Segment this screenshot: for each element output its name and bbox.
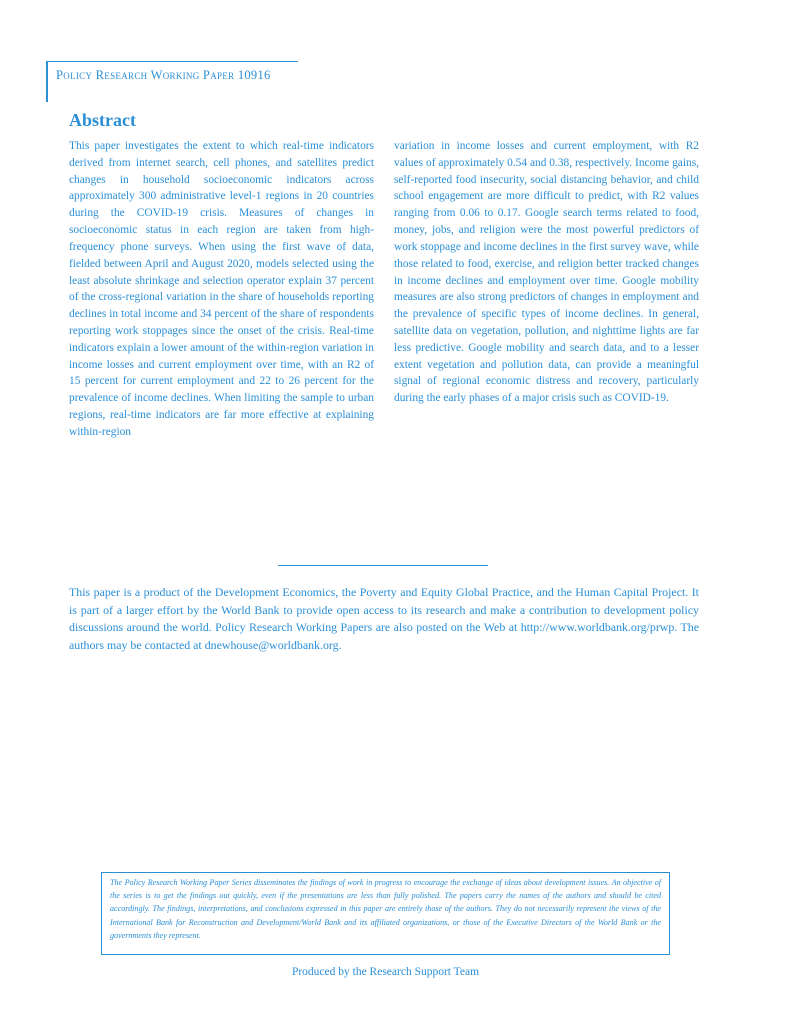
abstract-heading: Abstract [69, 110, 136, 130]
abstract-right-column: variation in income losses and current employment, with R2 values of approximately 0.54 and 0.38, respectively. Income gains, self-reported food insecurity, social distancing behavior, and child school engagement are more difficult to predict, with R2 values ranging from 0.06 to 0.17. Google search terms related to food, money, jobs, and religion were the most powerful predictors of work stoppage and income declines in the first survey wave, while those related to food, exercise, and religion better tracked changes in income declines and employment over time. Google mobility measures are also strong predictors of changes in employment and the prevalence of specific types of income declines. In general, satellite data on vegetation, pollution, and nighttime lights are far less predictive. Google mobility and search data, and to a lesser extent vegetation and pollution data, can provide a meaningful signal of regional economic distress and recovery, particularly during the early phases of a major crisis such as COVID-19. [394, 140, 699, 405]
produced-by-credit: Produced by the Research Support Team [291, 966, 480, 978]
series-title: Policy Research Working Paper 10916 [56, 68, 271, 82]
abstract-body [69, 138, 699, 441]
product-note: This paper is a product of the Development Economics, the Poverty and Equity Global Practice, and the Human Capital Project. It is part of a larger effort by the World Bank to provide open access to its research and make a contribution to development policy discussions around the world. Policy Research Working Papers are also posted on the Web at http://www.worldbank.org/prwp. The authors may be contacted at dnewhouse@worldbank.org. [69, 585, 699, 652]
disclaimer-text: The Policy Research Working Paper Series disseminates the findings of work in progress to encourage the exchange of ideas about development issues. An objective of the series is to get the findings out quickly, even if the presentations are less than fully polished. The papers carry the names of the authors and should be cited accordingly. The findings, interpretations, and conclusions expressed in this paper are entirely those of the authors. They do not necessarily represent the views of the International Bank for Reconstruction and Development/World Bank and its affiliated organizations, or those of the Executive Directors of the World Bank or the governments they represent. [110, 878, 661, 940]
section-divider [278, 565, 488, 566]
abstract-left-column: This paper investigates the extent to which real-time indicators derived from internet search, cell phones, and satellites predict changes in household socioeconomic indicators across approximately 300 administrative level-1 regions in 20 countries during the COVID-19 crisis. Measures of changes in socioeconomic status in each region are taken from high-frequency phone surveys. When using the first wave of data, fielded between April and August 2020, models selected using the least absolute shrinkage and selection operator explain 37 percent of the cross-regional variation in the share of households reporting declines in total income and 34 percent of the share of respondents reporting work stoppages since the onset of the crisis. Real-time indicators explain a lower amount of the within-region variation in income losses and current employment over time, with an R2 of 15 percent for current employment and 22 to 26 percent for the prevalence of income declines. When limiting the sample to urban regions, real-time indicators are far more effective at explaining within-region [69, 140, 374, 438]
series-bar-vertical-rule [46, 61, 48, 102]
disclaimer-box [101, 872, 670, 955]
series-bar-horizontal-rule [46, 61, 298, 62]
